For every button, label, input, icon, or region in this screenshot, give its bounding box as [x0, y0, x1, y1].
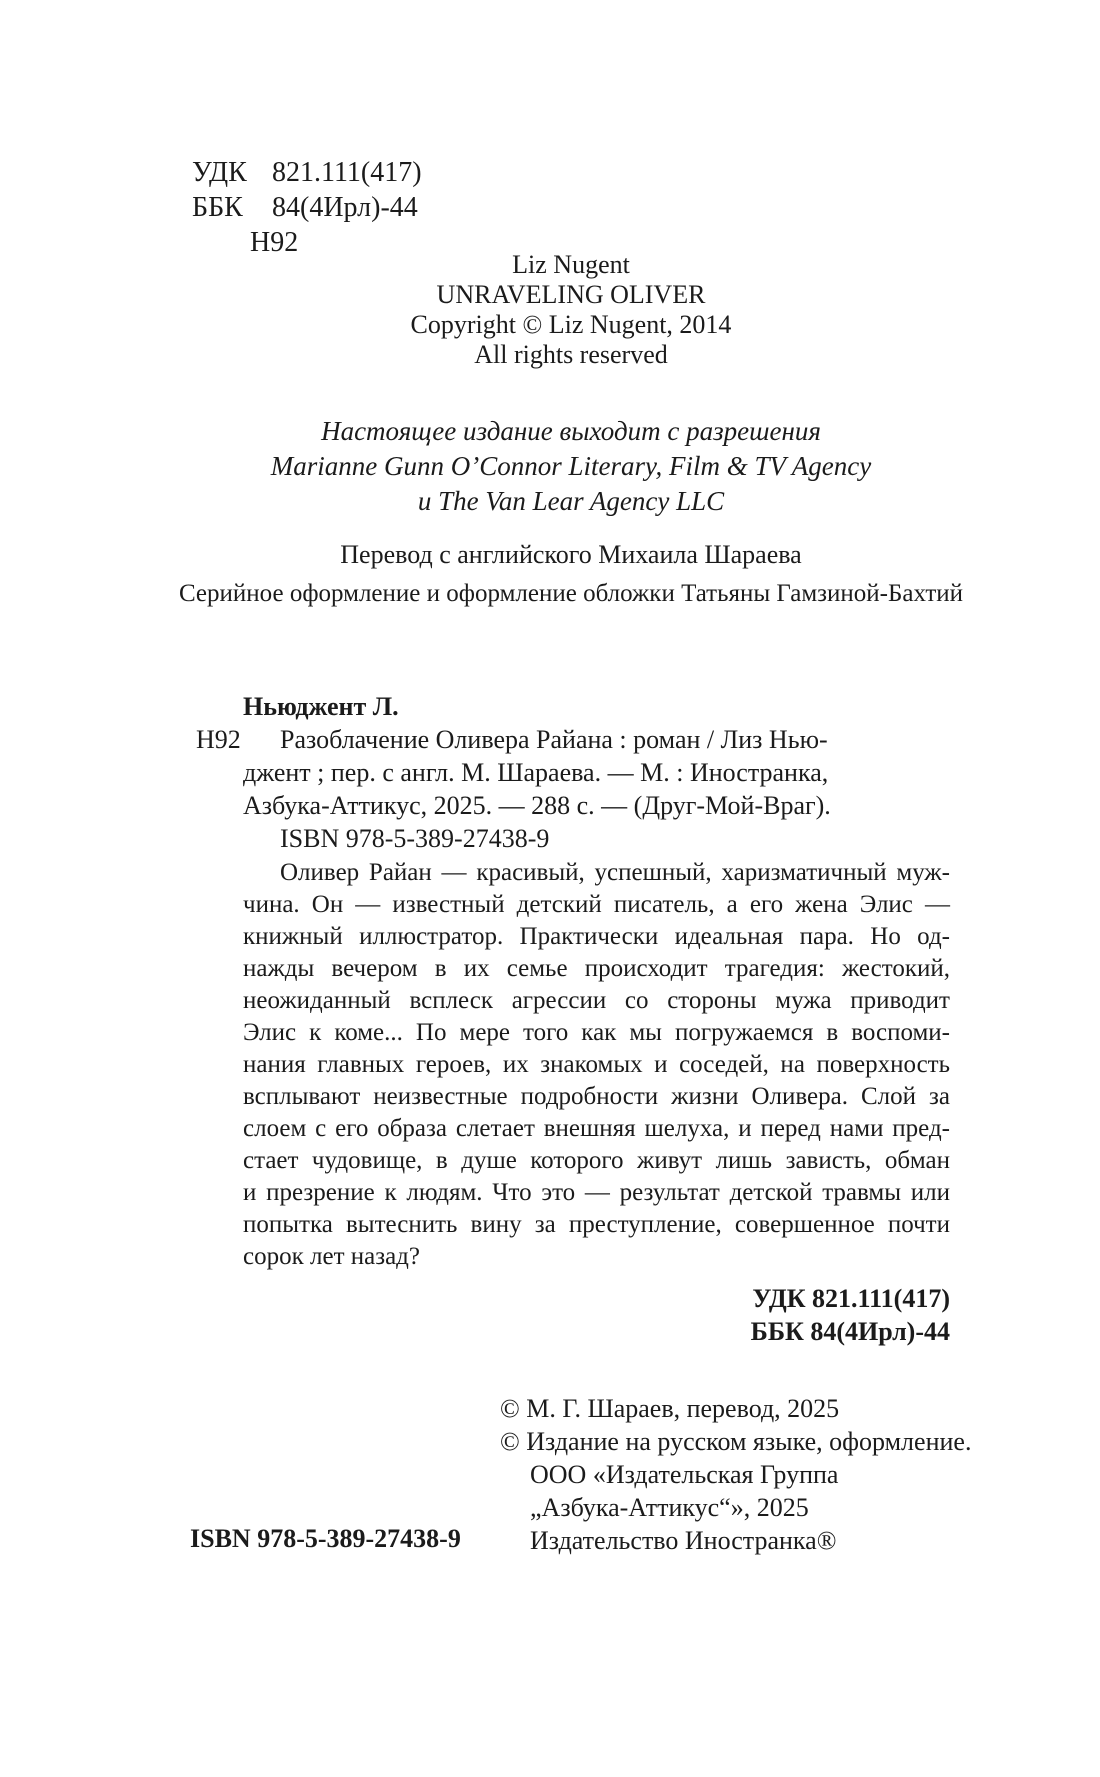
permission-notice: Настоящее издание выходит с разрешения Marianne Gunn O’Connor Literary, Film & TV Agency и The Van Lear Agency LLC	[270, 416, 872, 516]
catalog-description: Разоблачение Оливера Райана : роман / Лиз Нью- джент ; пер. с англ. М. Шараева. — М. : Иностранка, Азбука-Аттикус, 2025. — 288 с. — (Друг-Мой-Враг).	[243, 725, 831, 820]
catalog-code: Н92	[196, 725, 241, 754]
author-sign: Н92	[250, 227, 299, 258]
udk-value: 821.111(417)	[272, 157, 422, 188]
footer-bbk: ББК 84(4Ирл)-44	[750, 1317, 950, 1346]
copyright-notices: © М. Г. Шараев, перевод, 2025 © Издание на русском языке, оформление. ООО «Издательская Группа „Азбука-Аттикус“», 2025 Издательство Иностранка®	[500, 1394, 972, 1555]
original-author: Liz Nugent	[512, 250, 630, 279]
annotation-paragraph: Оливер Райан — красивый, успешный, харизматичный муж- чина. Он — известный детский писатель, а его жена Элис — книжный иллюстратор. Практически идеальная пара. Но од- нажды вечером в их семье происходит трагедия: жестокий, неожиданный всплеск агрессии со стороны мужа приводит Элис к коме... По мере того как мы погружаемся в воспоми- нания главных героев, их знакомых и соседей, на поверхность всплывают неизвестные подробности жизни Оливера. Слой за слоем с его образа слетает внешняя шелуха, и перед нами пред- стает чудовище, в душе которого живут лишь зависть, обман и презрение к людям. Что это — результат детской травмы или попытка вытеснить вину за преступление, совершенное почти сорок лет назад?	[243, 859, 950, 1270]
footer-classification-block	[751, 1282, 950, 1348]
bbk-value: 84(4Ирл)-44	[272, 192, 418, 223]
original-title: UNRAVELING OLIVER	[436, 280, 706, 309]
catalog-isbn: ISBN 978-5-389-27438-9	[280, 824, 550, 853]
catalog-entry	[196, 723, 950, 822]
original-copyright: Copyright © Liz Nugent, 2014	[410, 310, 732, 339]
udk-label: УДК	[192, 157, 247, 188]
design-credit: Серийное оформление и оформление обложки Татьяны Гамзиной-Бахтий	[178, 580, 964, 607]
catalog-author-entry: Ньюджент Л.	[243, 692, 399, 721]
isbn-footer: ISBN 978-5-389-27438-9	[190, 1524, 461, 1553]
original-rights: All rights reserved	[474, 340, 668, 369]
bbk-label: ББК	[192, 192, 243, 223]
classification-block	[192, 155, 422, 260]
udk-row	[192, 155, 422, 190]
catalog-card	[196, 690, 950, 855]
bbk-row	[192, 190, 422, 225]
translation-credit: Перевод с английского Михаила Шараева	[340, 540, 802, 569]
footer-udk: УДК 821.111(417)	[752, 1284, 950, 1313]
original-edition-block	[192, 250, 950, 370]
